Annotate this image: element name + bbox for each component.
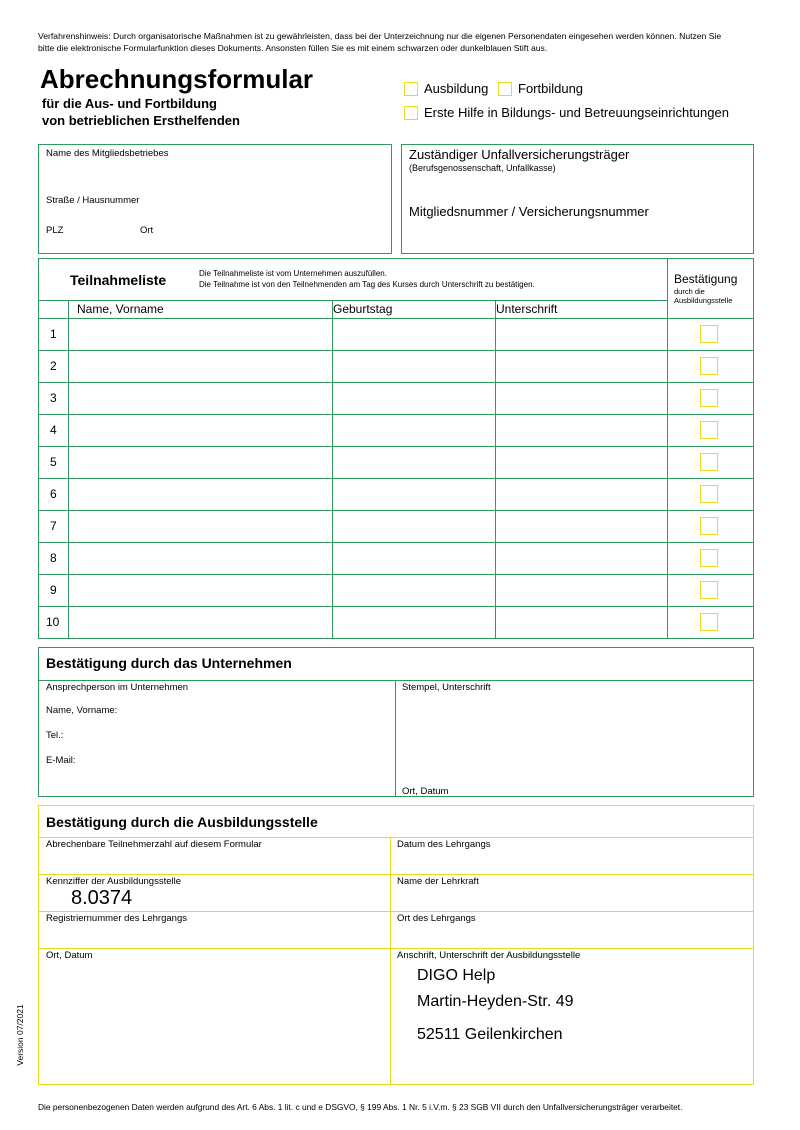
insurer-number-label: Mitgliedsnummer / Versicherungsnummer	[409, 204, 649, 219]
column-header-birthday: Geburtstag	[333, 302, 393, 316]
center-id-label: Kennziffer der Ausbildungsstelle	[46, 876, 182, 887]
row-number: 6	[50, 487, 57, 501]
row-number: 7	[50, 519, 57, 533]
center-address-line-3: 52511 Geilenkirchen	[417, 1026, 563, 1043]
column-header-signature: Unterschrift	[496, 302, 558, 316]
option-ausbildung[interactable]	[404, 81, 488, 96]
erste-hilfe-checkbox[interactable]	[404, 106, 418, 120]
row-number: 5	[50, 455, 57, 469]
insurer-title: Zuständiger Unfallversicherungsträger	[409, 147, 630, 162]
contact-email-label[interactable]: E-Mail:	[46, 755, 76, 766]
course-date-label[interactable]: Datum des Lehrgangs	[397, 839, 491, 850]
row-number: 3	[50, 391, 57, 405]
contact-name-label[interactable]: Name, Vorname:	[46, 705, 118, 716]
procedure-notice: Verfahrenshinweis: Durch organisatorische Maßnahmen ist zu gewährleisten, dass bei der Unterzeichnung nur die eigenen Personendaten eingesehen werden können. Nutzen Sie bitte die elektronische Formularfunktion dieses Dokuments. Ansonsten füllen Sie es mit einem schwarzen oder dunkelblauen Stift aus.	[38, 31, 722, 53]
row-confirm-checkbox[interactable]	[700, 485, 718, 503]
row-confirm-checkbox[interactable]	[700, 581, 718, 599]
row-confirm-checkbox[interactable]	[700, 325, 718, 343]
row-confirm-checkbox[interactable]	[700, 613, 718, 631]
center-address-line-1: DIGO Help	[417, 967, 496, 984]
center-address-line-2: Martin-Heyden-Str. 49	[417, 993, 574, 1010]
row-confirm-checkbox[interactable]	[700, 389, 718, 407]
row-number: 1	[50, 327, 57, 341]
center-place-date-label[interactable]: Ort, Datum	[46, 950, 93, 961]
form-subtitle-2: von betrieblichen Ersthelfenden	[42, 113, 240, 128]
confirm-column-sub1: durch die	[674, 287, 705, 296]
company-place-date-label: Ort, Datum	[402, 786, 449, 797]
ausbildung-label: Ausbildung	[424, 81, 489, 96]
confirm-column-sub2: Ausbildungsstelle	[674, 296, 733, 305]
erste-hilfe-label: Erste Hilfe in Bildungs- und Betreuungseinrichtungen	[424, 105, 729, 120]
row-confirm-checkbox[interactable]	[700, 517, 718, 535]
row-number: 9	[50, 583, 57, 597]
insurer-subtitle: (Berufsgenossenschaft, Unfallkasse)	[409, 163, 556, 173]
fortbildung-label: Fortbildung	[518, 81, 584, 96]
course-place-label[interactable]: Ort des Lehrgangs	[397, 913, 476, 924]
option-fortbildung[interactable]	[498, 81, 583, 96]
teacher-name-label[interactable]: Name der Lehrkraft	[397, 876, 479, 887]
row-confirm-checkbox[interactable]	[700, 421, 718, 439]
member-street-label: Straße / Hausnummer	[46, 195, 140, 206]
row-confirm-checkbox[interactable]	[700, 357, 718, 375]
row-number: 10	[46, 615, 60, 629]
member-plz-label: PLZ	[46, 225, 64, 236]
row-number: 8	[50, 551, 57, 565]
privacy-footer: Die personenbezogenen Daten werden aufgrund des Art. 6 Abs. 1 lit. c und e DSGVO, § 199 Abs. 1 Nr. 5 i.V.m. § 23 SGB VII durch den Unfallversicherungsträger verarbeitet.	[38, 1102, 683, 1112]
training-center-title: Bestätigung durch die Ausbildungsstelle	[46, 814, 318, 830]
form-title: Abrechnungsformular	[40, 64, 314, 94]
participants-title: Teilnahmeliste	[70, 272, 167, 288]
center-address-label: Anschrift, Unterschrift der Ausbildungsstelle	[397, 950, 581, 961]
contact-tel-label[interactable]: Tel.:	[46, 730, 64, 741]
row-confirm-checkbox[interactable]	[700, 453, 718, 471]
member-ort-label: Ort	[140, 225, 154, 236]
option-erste-hilfe[interactable]	[404, 105, 729, 120]
ausbildung-checkbox[interactable]	[404, 82, 418, 96]
confirm-column-title: Bestätigung	[674, 272, 738, 286]
company-stamp-label: Stempel, Unterschrift	[402, 682, 491, 693]
form-subtitle-1: für die Aus- und Fortbildung	[42, 96, 217, 111]
row-number: 2	[50, 359, 57, 373]
participant-count-label[interactable]: Abrechenbare Teilnehmerzahl auf diesem Formular	[46, 839, 262, 850]
registration-number-label[interactable]: Registriernummer des Lehrgangs	[46, 913, 187, 924]
company-confirmation-title: Bestätigung durch das Unternehmen	[46, 655, 292, 671]
participants-note-2: Die Teilnahme ist von den Teilnehmenden am Tag des Kurses durch Unterschrift zu bestätigen.	[199, 280, 535, 289]
contact-person-label: Ansprechperson im Unternehmen	[46, 682, 189, 693]
column-header-name: Name, Vorname	[77, 302, 164, 316]
member-name-label: Name des Mitgliedsbetriebes	[46, 148, 169, 159]
fortbildung-checkbox[interactable]	[498, 82, 512, 96]
version-label: Version 07/2021	[15, 1004, 25, 1066]
participants-note-1: Die Teilnahmeliste ist vom Unternehmen auszufüllen.	[199, 269, 387, 278]
row-number: 4	[50, 423, 57, 437]
row-confirm-checkbox[interactable]	[700, 549, 718, 567]
center-id-value[interactable]: 8.0374	[71, 887, 133, 909]
